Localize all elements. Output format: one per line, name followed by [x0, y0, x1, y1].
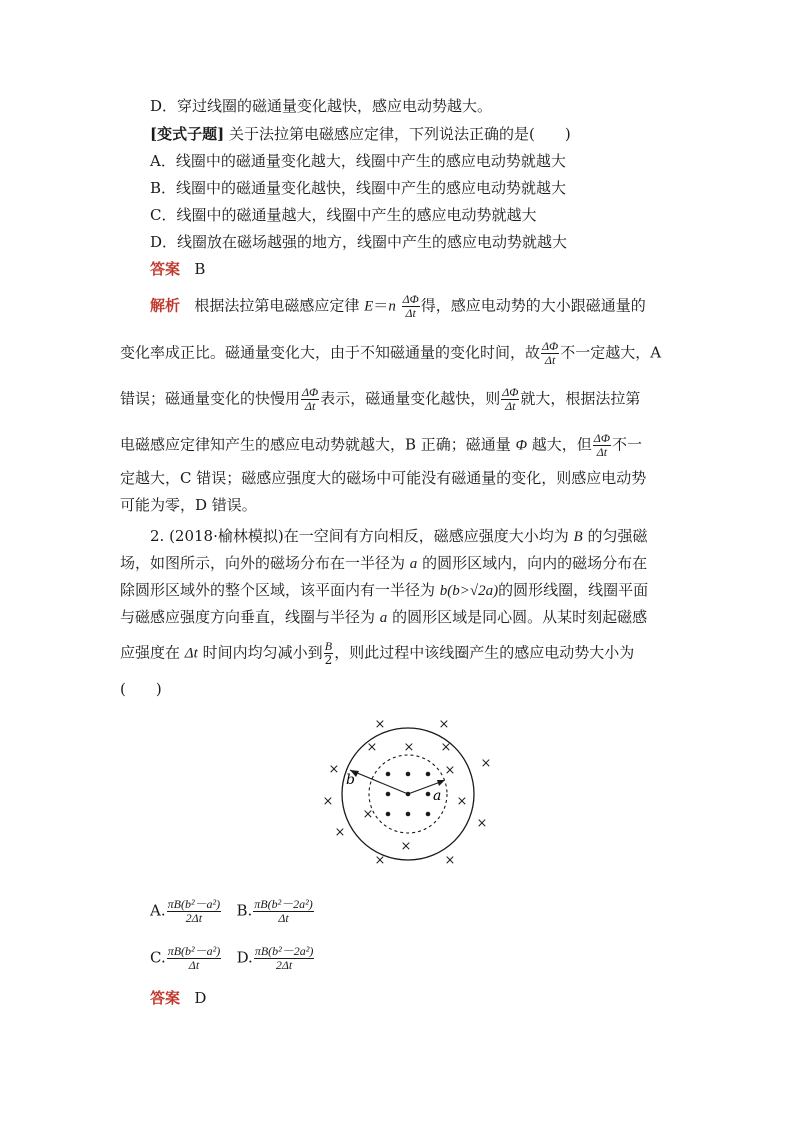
q2-line-4: 与磁感应强度方向垂直，线圈与半径为 a 的圆形区域是同心圆。从某时刻起磁感: [120, 608, 648, 626]
analysis-label: 解析: [150, 296, 181, 315]
analysis-line-2: 变化率成正比。磁通量变化大，由于不知磁通量的变化时间，故 $\frac{\Delta\Phi}{\Delta t}$ 不一定越大，A: [120, 339, 662, 367]
q2-answer: [150, 988, 206, 1008]
variant-stem: 关于法拉第电磁感应定律，下列说法正确的是( ): [228, 125, 571, 143]
q2-line-2: 场，如图所示，向外的磁场分布在一半径为 a 的圆形区域内，向内的磁场分布在: [120, 554, 648, 572]
cross-mark: ×: [403, 740, 415, 755]
cross-mark: ×: [480, 756, 492, 771]
variant-option-a: A．线圈中的磁通量变化越大，线圈中产生的感应电动势就越大: [150, 152, 566, 170]
analysis-line-3: 错误；磁通量变化的快慢用 $\frac{\Delta\Phi}{\Delta t}$ 表示，磁通量变化越快，则 $\frac{\Delta\Phi}{\Delta t}$ 就大，根据法拉第: [120, 385, 641, 413]
fraction-dphi-dt: $\frac{\Delta\Phi}{\Delta t}$: [542, 339, 559, 367]
option-d-fraction: $\frac{\text{πB(b²－2a²)}}{2\Delta t}$: [254, 944, 314, 972]
cross-mark: ×: [400, 839, 412, 854]
analysis-line-6: 可能为零，D 错误。: [120, 496, 257, 514]
fraction-dphi-dt: $\frac{\Delta\Phi}{\Delta t}$: [402, 292, 419, 320]
q2-line-6: ( ): [120, 680, 162, 698]
cross-mark: ×: [334, 825, 346, 840]
cross-mark: ×: [374, 853, 386, 868]
q2-options-row-2: C. $\frac{\text{πB(b²－a²)}}{\Delta t}$ D. $\frac{\text{πB(b²－2a²)}}{2\Delta t}$: [150, 944, 314, 972]
q2-line-5: 应强度在 Δt 时间内均匀减小到 $\frac{B}{2}$ ，则此过程中该线圈产生的感应电动势大小为: [120, 639, 635, 667]
q2-line-3: 除圆形区域外的整个区域，该平面内有一半径为 b(b>√2a)的圆形线圈，线圈平面: [120, 581, 649, 599]
dot-mark: [386, 812, 391, 817]
label-b: b: [346, 772, 355, 788]
cross-mark: ×: [440, 740, 452, 755]
cross-mark: ×: [362, 807, 374, 822]
variant-answer: [150, 259, 205, 279]
cross-mark: ×: [444, 853, 456, 868]
answer-value: B: [194, 260, 206, 278]
fraction-dphi-dt: $\frac{\Delta\Phi}{\Delta t}$: [593, 431, 610, 459]
fraction-dphi-dt: $\frac{\Delta\Phi}{\Delta t}$: [502, 385, 519, 413]
dot-mark: [406, 772, 411, 777]
variant-tag: [变式子题]: [150, 125, 225, 143]
dot-mark: [426, 792, 431, 797]
cross-mark: ×: [456, 794, 468, 809]
dot-mark: [426, 772, 431, 777]
variant-option-b: B．线圈中的磁通量变化越快，线圈中产生的感应电动势就越大: [150, 179, 567, 197]
q2-line-1: 2. (2018·榆林模拟)在一空间有方向相反，磁感应强度大小均为 B 的匀强磁: [150, 527, 648, 545]
dot-mark: [426, 812, 431, 817]
magnetic-field-figure: [316, 704, 510, 888]
analysis-line-1: 解析 根据法拉第电磁感应定律 E＝n $\frac{\Delta\Phi}{\Delta t}$ 得，感应电动势的大小跟磁通量的: [150, 292, 646, 320]
answer-value: D: [194, 989, 207, 1007]
label-a: a: [433, 788, 442, 804]
variant-option-d: D．线圈放在磁场越强的地方，线圈中产生的感应电动势就越大: [150, 233, 568, 251]
dot-mark: [406, 812, 411, 817]
option-c-fraction: $\frac{\text{πB(b²－a²)}}{\Delta t}$: [167, 944, 221, 972]
cross-mark: ×: [444, 763, 456, 778]
cross-mark: ×: [366, 740, 378, 755]
analysis-line-5: 定越大，C 错误；磁感应强度大的磁场中可能没有磁通量的变化，则感应电动势: [120, 469, 647, 487]
dot-mark: [386, 792, 391, 797]
fraction-b-half: $\frac{B}{2}$: [324, 639, 333, 667]
fraction-dphi-dt: $\frac{\Delta\Phi}{\Delta t}$: [302, 385, 319, 413]
variant-option-c: C．线圈中的磁通量越大，线圈中产生的感应电动势就越大: [150, 206, 537, 224]
option-b-fraction: $\frac{\text{πB(b²－2a²)}}{\Delta t}$: [254, 897, 313, 925]
cross-mark: ×: [328, 762, 340, 777]
analysis-line-4: 电磁感应定律知产生的感应电动势就越大，B 正确；磁通量 Φ 越大，但 $\frac{\Delta\Phi}{\Delta t}$ 不一: [120, 431, 642, 459]
cross-mark: ×: [322, 794, 334, 809]
q2-options-row-1: A. $\frac{\text{πB(b²－a²)}}{2\Delta t}$ B. $\frac{\text{πB(b²－2a²)}}{\Delta t}$: [150, 897, 313, 925]
cross-mark: ×: [374, 717, 386, 732]
answer-label: 答案: [150, 260, 181, 278]
dot-mark: [386, 772, 391, 777]
option-a-fraction: $\frac{\text{πB(b²－a²)}}{2\Delta t}$: [167, 897, 221, 925]
prev-option-d: D．穿过线圈的磁通量变化越快，感应电动势越大。: [150, 97, 493, 115]
answer-label: 答案: [150, 989, 181, 1007]
variant-question: [150, 124, 571, 144]
cross-mark: ×: [438, 717, 450, 732]
cross-mark: ×: [476, 816, 488, 831]
